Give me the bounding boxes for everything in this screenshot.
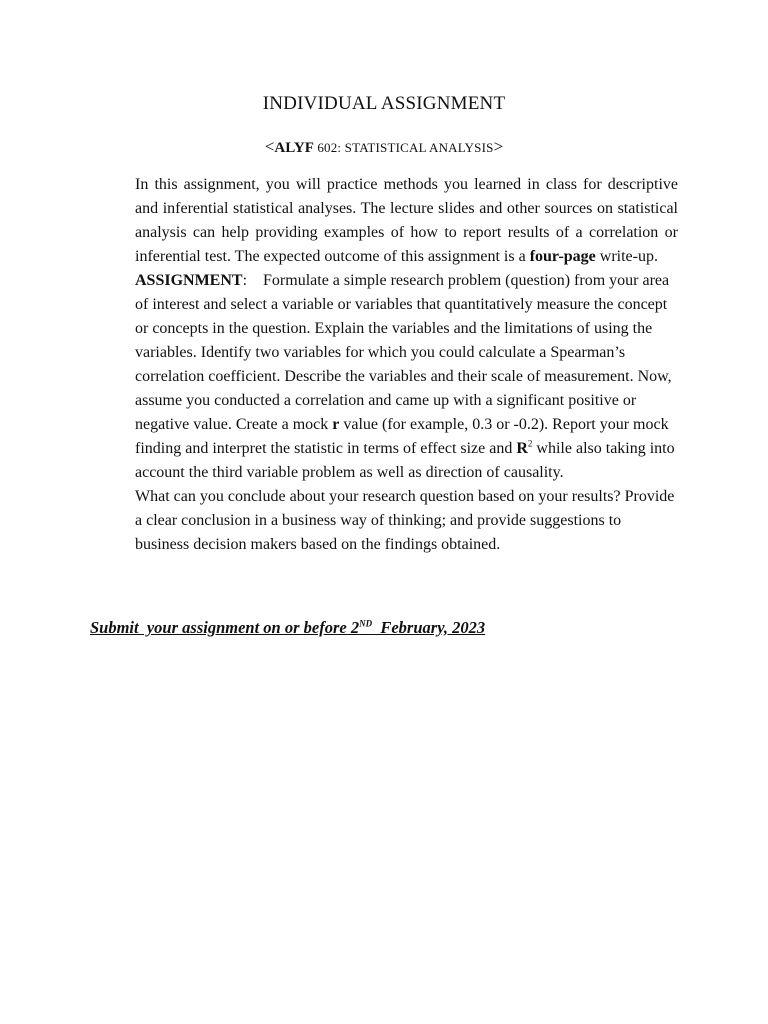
- deadline-ordinal-suffix: ND: [359, 618, 373, 629]
- intro-text-end: write-up.: [595, 248, 658, 265]
- assignment-text-1: Formulate a simple research problem (question) from your area of interest and select a variable or variables that quantitatively measure the concept or concepts in the question. Explain the variables and the limitations of using the variables. Identify two variables for which you could calculate a Spearman’s correlation coefficient. Describe the variables and their scale of measurement. Now, assume you conducted a correlation and came up with a significant positive or negative value. Create a mock: [135, 272, 672, 433]
- assignment-label: ASSIGNMENT: [135, 272, 243, 289]
- r-symbol: r: [332, 416, 340, 433]
- deadline-text-start: Submit your assignment on or before 2: [90, 618, 360, 637]
- intro-text-start: In this assignment, you will practice methods you learned in class for descriptive and inferential statistical analyses. The lecture slides and other sources on statistical analysis can help providing examples of how to report results of a correlation or inferential test. The expected outcome of this assignment is a: [135, 176, 678, 265]
- r-squared-symbol: R: [516, 440, 528, 457]
- open-angle-bracket: <: [264, 137, 275, 156]
- assignment-paragraph: [135, 269, 678, 485]
- deadline-text-end: February, 2023: [372, 618, 486, 637]
- page-count-emphasis: four-page: [529, 248, 596, 265]
- course-subtitle: [0, 137, 768, 157]
- assignment-text-3: while also taking into account the third variable problem as well as direction of causality.: [135, 440, 675, 481]
- assignment-colon: :: [242, 272, 264, 289]
- course-code-and-name: 602: STATISTICAL ANALYSIS: [313, 140, 494, 155]
- assignment-text-2: value (for example, 0.3 or -0.2). Report your mock finding and interpret the statistic in terms of effect size and: [135, 416, 669, 457]
- document-title: INDIVIDUAL ASSIGNMENT: [262, 93, 506, 114]
- submission-deadline: [90, 618, 485, 638]
- closing-paragraph: What can you conclude about your research question based on your results? Provide a clear conclusion in a business way of thinking; and provide suggestions to business decision makers based on the findings obtained.: [135, 488, 675, 553]
- course-code-prefix: ALYF: [274, 140, 314, 156]
- intro-paragraph: [135, 173, 678, 269]
- r-squared-exponent: 2: [527, 438, 533, 449]
- close-angle-bracket: >: [493, 137, 504, 156]
- assignment-body: [135, 173, 678, 557]
